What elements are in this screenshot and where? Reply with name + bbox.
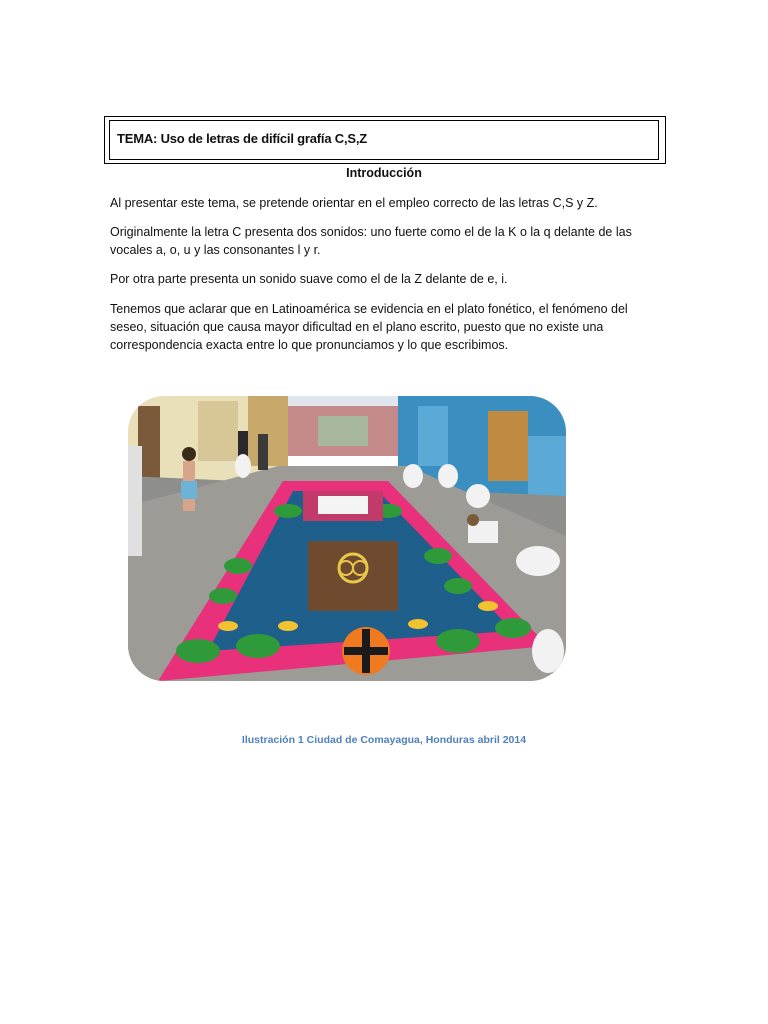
section-heading: Introducción [346,166,422,180]
sawdust-carpet-photo [128,396,566,681]
figure-caption: Ilustración 1 Ciudad de Comayagua, Honduras abril 2014 [241,734,527,746]
paragraph-3: Por otra parte presenta un sonido suave como el de la Z delante de e, i. [110,272,508,286]
title-box [104,116,666,164]
page-title: TEMA: Uso de letras de difícil grafía C,S,Z [117,131,368,146]
paragraph-1: Al presentar este tema, se pretende orientar en el empleo correcto de las letras C,S y Z. [110,196,598,210]
paragraph-4: Tenemos que aclarar que en Latinoamérica se evidencia en el plato fonético, el fenómeno del seseo, situación que causa mayor dificultad en el plano escrito, puesto que no existe una correspondencia exacta entre lo que pronunciamos y lo que escribimos. [110,302,628,352]
sawdust-carpet-illustration [128,396,566,681]
paragraph-2: Originalmente la letra C presenta dos sonidos: uno fuerte como el de la K o la q delante de las vocales a, o, u y las consonantes l y r. [110,225,632,257]
